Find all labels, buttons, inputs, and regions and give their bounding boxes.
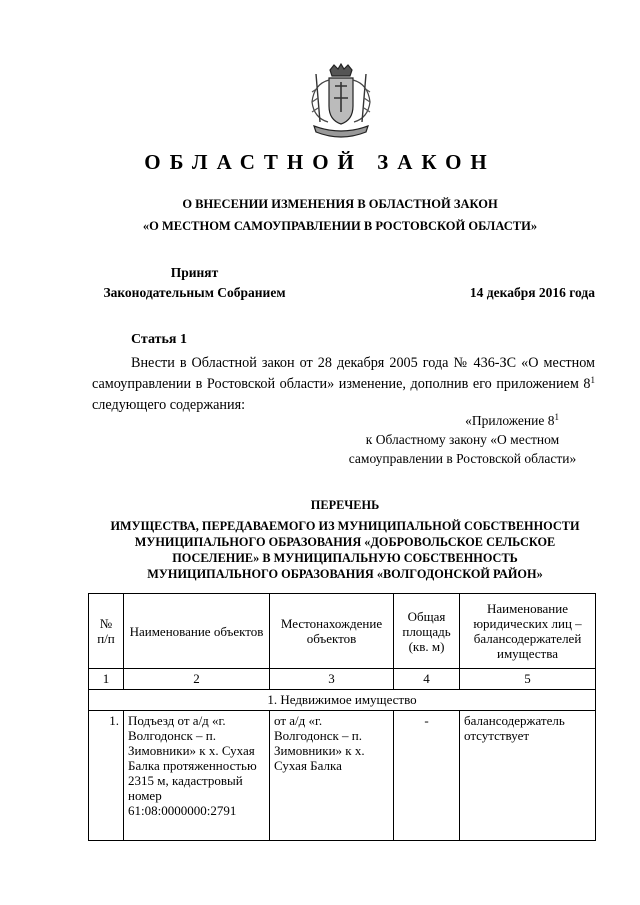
adoption-body: Законодательным Собранием <box>103 285 286 300</box>
article-text-part: Внести в Областной закон от 28 декабря 2005 года № 436-ЗС «О местном самоуправлении в Ростовской области» изменение, дополнив его приложением 8 <box>92 355 595 392</box>
row-number: 1. <box>89 711 124 841</box>
property-table <box>88 593 596 841</box>
column-header: № п/п <box>89 594 124 669</box>
section-row <box>89 690 596 711</box>
subtitle-line: О ВНЕСЕНИИ ИЗМЕНЕНИЯ В ОБЛАСТНОЙ ЗАКОН <box>182 197 498 211</box>
annex-line: самоуправлении в Ростовской области» <box>348 451 577 466</box>
column-header: Наименование объектов <box>124 594 270 669</box>
list-title <box>80 497 610 582</box>
article-text-part: следующего содержания: <box>92 397 246 413</box>
column-number: 4 <box>394 669 460 690</box>
balance-holder: балансодержатель отсутствует <box>460 711 596 841</box>
column-number: 5 <box>460 669 596 690</box>
column-number: 2 <box>124 669 270 690</box>
rostov-coat-of-arms-icon <box>302 62 380 142</box>
list-title-line: МУНИЦИПАЛЬНОГО ОБРАЗОВАНИЯ «ДОБРОВОЛЬСКОЕ СЕЛЬСКОЕ <box>134 535 556 549</box>
subtitle-line: «О МЕСТНОМ САМОУПРАВЛЕНИИ В РОСТОВСКОЙ ОБЛАСТИ» <box>142 219 538 233</box>
adoption-date: 14 декабря 2016 года <box>469 285 595 300</box>
adoption-block <box>92 263 297 303</box>
annex-line: к Областному закону «О местном <box>365 432 560 447</box>
object-area: - <box>394 711 460 841</box>
superscript: 1 <box>554 412 559 422</box>
list-heading: ПЕРЕЧЕНЬ <box>310 498 380 512</box>
column-header: Местонахождение объектов <box>270 594 394 669</box>
column-number: 1 <box>89 669 124 690</box>
document-subtitle <box>0 193 640 237</box>
list-title-line: ИМУЩЕСТВА, ПЕРЕДАВАЕМОГО ИЗ МУНИЦИПАЛЬНОЙ СОБСТВЕННОСТИ <box>110 519 580 533</box>
annex-title: «Приложение $8^1$ <box>465 412 559 428</box>
table-header-row <box>89 594 596 669</box>
section-title: 1. Недвижимое имущество <box>89 690 596 711</box>
adoption-label: Принят <box>170 265 219 280</box>
column-number-row <box>89 669 596 690</box>
column-header: Общая площадь (кв. м) <box>394 594 460 669</box>
annex-block <box>330 411 595 468</box>
column-header: Наименование юридических лиц – балансодержателей имущества <box>460 594 596 669</box>
column-number: 3 <box>270 669 394 690</box>
object-name: Подъезд от а/д «г. Волгодонск – п. Зимовники» к х. Сухая Балка протяженностью 2315 м, кадастровый номер 61:08:0000000:2791 <box>124 711 270 841</box>
object-location: от а/д «г. Волгодонск – п. Зимовники» к х. Сухая Балка <box>270 711 394 841</box>
superscript: 1 <box>590 375 595 385</box>
article-text <box>92 353 595 416</box>
list-title-line: МУНИЦИПАЛЬНОГО ОБРАЗОВАНИЯ «ВОЛГОДОНСКОЙ РАЙОН» <box>147 567 543 581</box>
table-row <box>89 711 596 841</box>
list-title-line: ПОСЕЛЕНИЕ» В МУНИЦИПАЛЬНУЮ СОБСТВЕННОСТЬ <box>172 551 518 565</box>
article-title: Статья 1 <box>131 332 187 347</box>
document-title: ОБЛАСТНОЙ ЗАКОН <box>144 150 496 174</box>
